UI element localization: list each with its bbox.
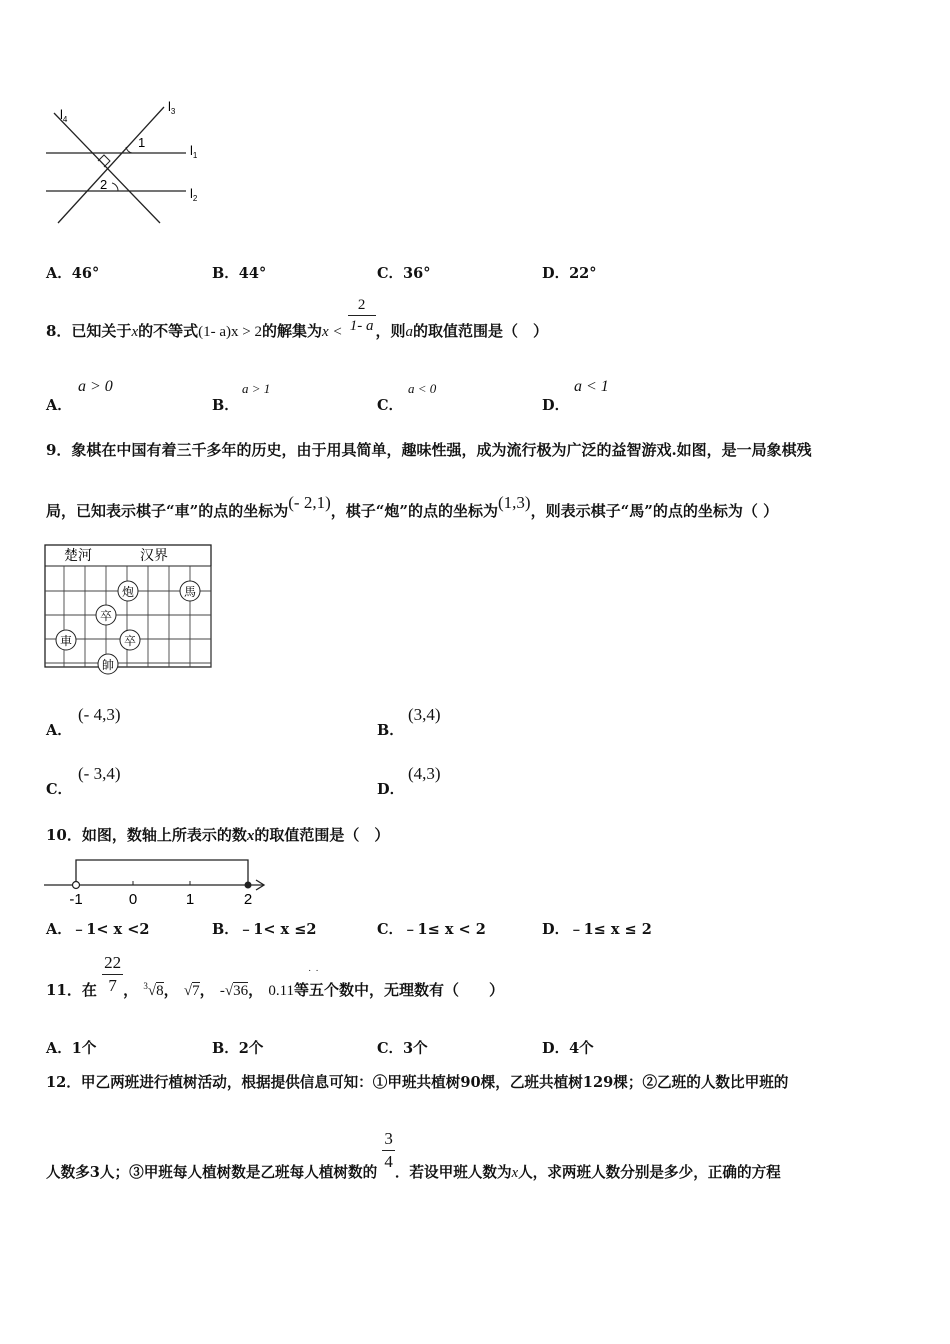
q9-line1: 9．象棋在中国有着三千多年的历史，由于用具简单，趣味性强，成为流行极为广泛的益智游戏.如图，是一局象棋残	[46, 441, 812, 459]
q7-option-c[interactable]: C．36°	[377, 265, 431, 282]
q11-option-c[interactable]: C．3个	[377, 1040, 428, 1057]
piece-ma	[180, 581, 200, 601]
q10-option-a[interactable]: A．﹣1< x <2	[46, 921, 150, 938]
label-angle-1: 1	[138, 135, 146, 150]
neg-sqrt-36: -√36	[219, 983, 249, 999]
label-l3: $l_3$	[168, 99, 176, 116]
piece-che	[56, 630, 76, 650]
line-l3	[58, 107, 164, 223]
q11-option-a[interactable]: A．1个	[46, 1040, 97, 1057]
q9-option-b[interactable]: B．	[377, 722, 404, 739]
river-label-right: 汉界	[140, 547, 168, 563]
q11-option-b[interactable]: B．2个	[212, 1040, 264, 1057]
q8-solution-fraction: $\frac{2}{1- a}$	[349, 297, 374, 334]
svg-text:卒: 卒	[99, 609, 113, 623]
q10-stem: 10．如图，数轴上所表示的数x的取值范围是（ ）	[46, 826, 390, 844]
closed-endpoint	[245, 882, 252, 889]
cube-root-8: $^3$√8	[143, 981, 164, 999]
label-l2: $l_2$	[190, 186, 198, 203]
piece-zu-1	[96, 605, 116, 625]
q7-option-d[interactable]: D．22°	[542, 265, 597, 282]
svg-text:車: 車	[59, 634, 73, 648]
piece-pao	[118, 581, 138, 601]
sqrt-7: √7	[183, 983, 200, 999]
piece-zu-2	[120, 630, 140, 650]
q9-option-a-text: (- 4,3)	[78, 705, 121, 724]
number-line-figure	[42, 852, 272, 908]
q8-option-b[interactable]: B．	[212, 397, 239, 414]
q10-option-d[interactable]: D．﹣1≤ x ≤ 2	[542, 921, 652, 938]
q12-fraction: $\frac{3}{4}$	[384, 1129, 393, 1171]
q8-option-b-text: a > 1	[242, 381, 271, 396]
parallel-lines-figure	[40, 95, 220, 230]
label-angle-2: 2	[100, 177, 108, 192]
q9-line2: 局，已知表示棋子“車”的点的坐标为(- 2,1)，棋子“炮”的点的坐标为(1,3)，则表示棋子“馬”的点的坐标为（ ）	[46, 493, 779, 520]
tick-label: 2	[243, 891, 253, 908]
q9-option-c[interactable]: C．	[46, 781, 73, 798]
chess-board-figure	[44, 544, 214, 676]
range-bracket	[76, 860, 248, 885]
q12-line1: 12．甲乙两班进行植树活动，根据提供信息可知：①甲班共植树90棵，乙班共植树129棵；②乙班的人数比甲班的	[46, 1074, 789, 1091]
label-l1: $l_1$	[190, 143, 198, 160]
q9-option-d-text: (4,3)	[408, 764, 441, 783]
label-l4: $l_4$	[60, 107, 68, 124]
q9-option-a[interactable]: A．	[46, 722, 72, 739]
tick-label: 1	[185, 891, 195, 908]
angle-2-arc	[112, 183, 118, 191]
q11-fraction: $\frac{22}{7}$	[104, 953, 122, 995]
svg-text:帥: 帥	[101, 658, 115, 672]
q8-option-a[interactable]: A．	[46, 397, 72, 414]
q12-line2: 人数多3人；③甲班每人植树数是乙班每人植树数的 $\frac{3}{4}$ ．若设甲班人数为x人，求两班人数分别是多少，正确的方程	[46, 1129, 781, 1181]
q9-option-b-text: (3,4)	[408, 705, 441, 724]
tick-label: 0	[128, 891, 138, 908]
svg-text:炮: 炮	[121, 585, 135, 599]
svg-text:卒: 卒	[123, 634, 137, 648]
q8-option-a-text: a > 0	[78, 378, 113, 395]
repeating-dots: ˙˙	[308, 969, 323, 980]
q11-option-d[interactable]: D．4个	[542, 1040, 594, 1057]
tick-label: -1	[69, 891, 83, 908]
q10-option-b[interactable]: B．﹣1< x ≤2	[212, 921, 317, 938]
q7-option-a[interactable]: A．46°	[46, 265, 100, 282]
piece-shuai	[98, 654, 118, 674]
q8-option-c[interactable]: C．	[377, 397, 404, 414]
river-label-left: 楚河	[64, 547, 92, 563]
q8-option-d-text: a < 1	[574, 378, 609, 395]
open-endpoint	[73, 882, 80, 889]
q8-stem: 8．已知关于x的不等式(1- a)x > 2的解集为x < $\frac{2}{1- a}$ ，则a的取值范围是（ ）	[46, 297, 549, 340]
q10-option-c[interactable]: C．﹣1≤ x < 2	[377, 921, 486, 938]
q9-option-d[interactable]: D．	[377, 781, 405, 798]
q8-option-c-text: a < 0	[408, 381, 437, 396]
q11-stem: 11．在 $\frac{22}{7}$ ， $^3$√8， √7， -√36， 0.11等五个数中，无理数有（ ）	[46, 953, 505, 999]
q8-option-d[interactable]: D．	[542, 397, 570, 414]
q7-option-b[interactable]: B．44°	[212, 265, 267, 282]
q9-option-c-text: (- 3,4)	[78, 764, 121, 783]
svg-text:馬: 馬	[183, 585, 197, 599]
repeating-decimal: 0.11	[268, 983, 295, 999]
